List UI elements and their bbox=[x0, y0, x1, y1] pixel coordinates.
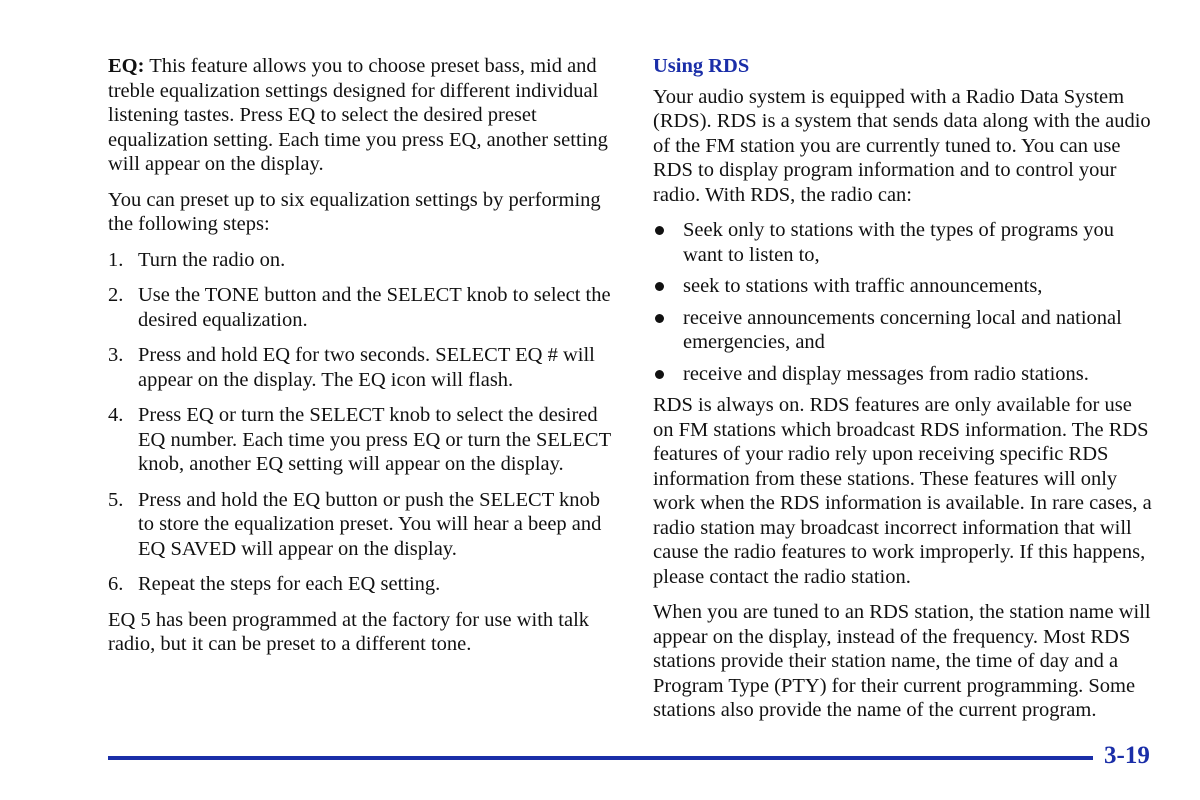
section-heading: Using RDS bbox=[653, 55, 750, 77]
list-item bbox=[653, 274, 1155, 299]
steps-list bbox=[108, 248, 616, 597]
step-number: 4. bbox=[108, 404, 124, 426]
eq-term: EQ: bbox=[108, 55, 145, 77]
step-item bbox=[108, 572, 616, 597]
rds-station-paragraph: When you are tuned to an RDS station, the station name will appear on the display, instead of the frequency. Most RDS stations provide their station name, the time of day and a Program Type (PTY) for their current programming. Some stations also provide the name of the current program. bbox=[653, 601, 1151, 721]
bullet-icon bbox=[655, 226, 664, 235]
list-item-text: receive and display messages from radio stations. bbox=[683, 362, 1089, 385]
step-item bbox=[108, 283, 616, 332]
closing-paragraph: EQ 5 has been programmed at the factory for use with talk radio, but it can be preset to a different tone. bbox=[108, 608, 590, 655]
step-text: Repeat the steps for each EQ setting. bbox=[138, 573, 441, 595]
list-item bbox=[653, 218, 1155, 267]
list-item-text: Seek only to stations with the types of programs you want to listen to, bbox=[683, 219, 1115, 266]
eq-paragraph bbox=[108, 54, 616, 177]
step-item bbox=[108, 488, 616, 562]
step-text: Use the TONE button and the SELECT knob to select the desired equalization. bbox=[138, 284, 611, 331]
step-text: Press and hold the EQ button or push the SELECT knob to store the equalization preset. You will hear a beep and EQ SAVED will appear on the display. bbox=[138, 488, 602, 560]
step-item bbox=[108, 403, 616, 477]
list-item-text: seek to stations with traffic announcements, bbox=[683, 275, 1043, 297]
page-number: 3-19 bbox=[1104, 742, 1150, 769]
footer-rule bbox=[108, 756, 1093, 760]
rds-feature-list bbox=[653, 218, 1155, 386]
eq-description: This feature allows you to choose preset bass, mid and treble equalization settings designed for different individual listening tastes. Press EQ to select the desired preset equalization setting. Each time you press EQ, another setting will appear on the display. bbox=[108, 55, 608, 175]
step-text: Press and hold EQ for two seconds. SELECT EQ # will appear on the display. The EQ icon will flash. bbox=[138, 344, 595, 391]
bullet-icon bbox=[655, 282, 664, 291]
step-number: 6. bbox=[108, 573, 124, 595]
left-column bbox=[108, 54, 616, 668]
step-item bbox=[108, 343, 616, 392]
list-item bbox=[653, 306, 1155, 355]
rds-availability-paragraph: RDS is always on. RDS features are only available for use on FM stations which broadcast RDS information. The RDS features of your radio rely upon receiving specific RDS information from these stations. These features will only work when the RDS information is available. In rare cases, a radio station may broadcast incorrect information that will cause the radio features to work improperly. If this happens, please contact the radio station. bbox=[653, 394, 1152, 588]
list-item-text: receive announcements concerning local and national emergencies, and bbox=[683, 306, 1122, 353]
bullet-icon bbox=[655, 314, 664, 323]
list-item bbox=[653, 362, 1155, 387]
step-number: 3. bbox=[108, 344, 124, 366]
right-column bbox=[653, 54, 1155, 734]
step-text: Turn the radio on. bbox=[138, 248, 286, 271]
steps-intro: You can preset up to six equalization settings by performing the following steps: bbox=[108, 188, 601, 235]
step-number: 2. bbox=[108, 284, 124, 306]
step-text: Press EQ or turn the SELECT knob to select the desired EQ number. Each time you press EQ or turn the SELECT knob, another EQ setting will appear on the display. bbox=[138, 404, 611, 475]
step-number: 1. bbox=[108, 248, 124, 271]
step-number: 5. bbox=[108, 488, 124, 511]
rds-intro-paragraph: Your audio system is equipped with a Radio Data System (RDS). RDS is a system that sends data along with the audio of the FM station you are currently tuned to. You can use RDS to display program information and to control your radio. With RDS, the radio can: bbox=[653, 85, 1151, 206]
bullet-icon bbox=[655, 370, 664, 379]
step-item bbox=[108, 248, 616, 273]
